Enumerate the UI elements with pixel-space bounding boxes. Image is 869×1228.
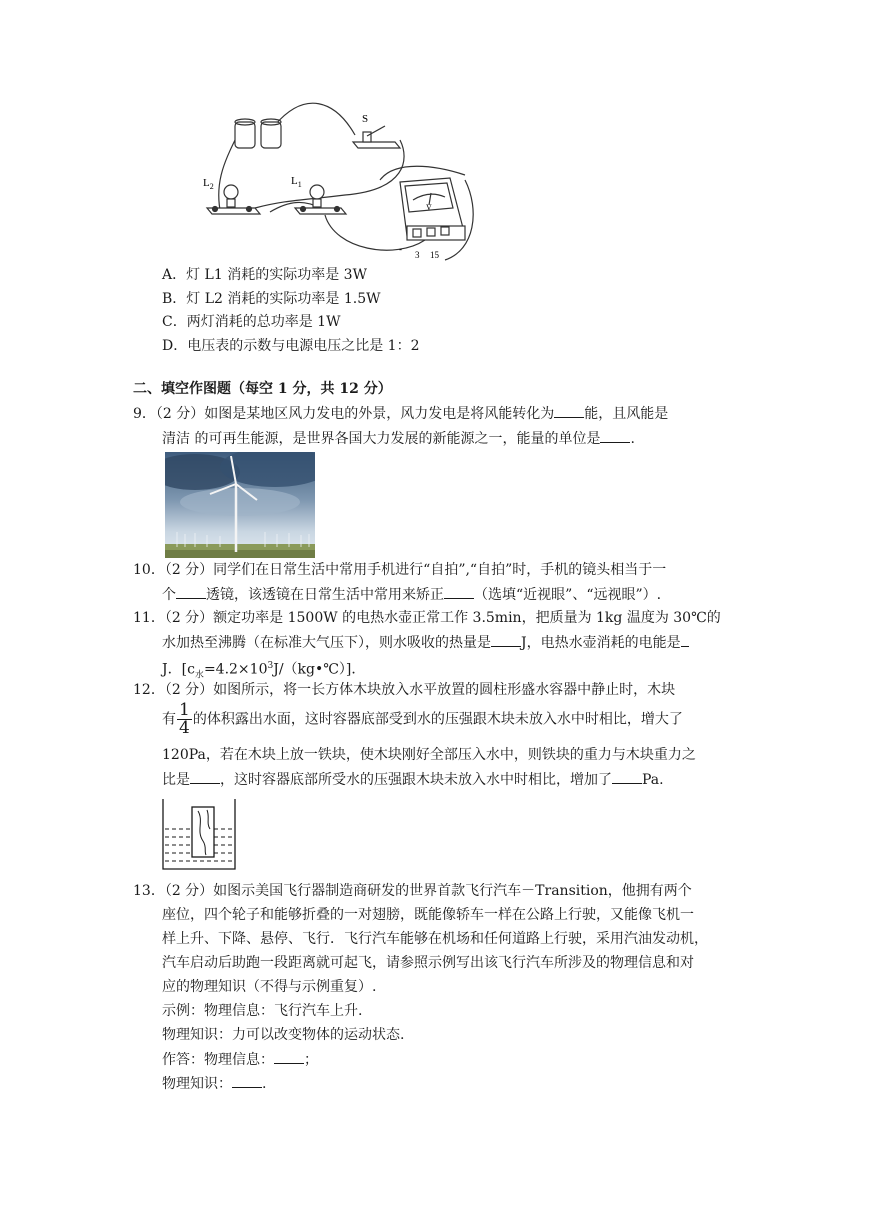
q11-line3: J．$[c_水=4.2\times 10^3J/(kg•℃)]$． [162, 661, 366, 681]
q13-answer-knowledge: 物理知识： . [162, 1073, 266, 1094]
q12-line4: 比是 ，这时容器底部所受水的压强跟木块未放入水中时相比，增加了 Pa. [162, 769, 664, 790]
q13-line1: 13．（2 分）如图示美国飞行器制造商研发的世界首款飞行汽车－Transition，他拥有两个 [133, 883, 692, 899]
circuit-figure [195, 100, 485, 265]
wind-turbine-photo [165, 452, 315, 558]
switch-label: S [362, 113, 369, 125]
section-title: 二、填空作图题（每空 1 分，共 12 分） [133, 381, 392, 397]
lamp-l1-label: $L_1$ [291, 175, 302, 189]
voltmeter-label: V [426, 203, 432, 212]
q11-line1: 11．（2 分）额定功率是 1500W 的电热水壶正常工作 3.5min，把质量为 1kg 温度为 30℃的 [133, 610, 721, 626]
terminal-minus: - [399, 244, 402, 254]
terminal-15: 15 [430, 250, 439, 260]
q13-line2: 座位，四个轮子和能够折叠的一对翅膀，既能像轿车一样在公路上行驶，又能像飞机一 [162, 907, 694, 923]
q9-line2: 清洁 的可再生能源，是世界各国大力发展的新能源之一，能量的单位是 . [162, 428, 635, 449]
water-container-figure [160, 797, 238, 871]
q13-example-knowledge: 物理知识：力可以改变物体的运动状态. [162, 1027, 405, 1043]
q10-line2: 个 透镜，该透镜在日常生活中常用来矫正 （选填“近视眼”、“远视眼”）. [162, 584, 661, 605]
fraction-one-quarter: $\frac{1}{4}$ [179, 700, 190, 738]
q13-example-info: 示例：物理信息：飞行汽车上升. [162, 1003, 363, 1019]
q11-line2: 水加热至沸腾（在标准大气压下），则水吸收的热量是 J，电热水壶消耗的电能是 [162, 632, 689, 653]
q10-line1: 10．（2 分）同学们在日常生活中常用手机进行“自拍”,“自拍”时，手机的镜头相当于一 [133, 562, 667, 578]
option-d: D．电压表的示数与电源电压之比是 1：2 [162, 338, 420, 354]
q9-line1: 9．（2 分）如图是某地区风力发电的外景，风力发电是将风能转化为 能，且风能是 [133, 403, 668, 424]
q13-line3: 样上升、下降、悬停、飞行．飞行汽车能够在机场和任何道路上行驶，采用汽油发动机， [162, 931, 708, 947]
q13-line5: 应的物理知识（不得与示例重复）. [162, 979, 377, 995]
q13-answer-info: 作答：物理信息： ； [162, 1049, 318, 1070]
option-c: C．两灯消耗的总功率是 1W [162, 314, 341, 330]
terminal-3: 3 [415, 250, 420, 260]
q12-line3: 120Pa，若在木块上放一铁块，使木块刚好全部压入水中，则铁块的重力与木块重力之 [162, 747, 696, 763]
option-b: B．灯 L2 消耗的实际功率是 1.5W [162, 291, 381, 307]
lamp-l2-label: $L_2$ [203, 177, 214, 191]
q12-line2: 有 $\frac{1}{4}$ 的体积露出水面，这时容器底部受到水的压强跟木块未放入水中时相比，增大了 [162, 700, 683, 738]
option-a: A．灯 L1 消耗的实际功率是 3W [162, 267, 367, 283]
q12-line1: 12．（2 分）如图所示，将一长方体木块放入水平放置的圆柱形盛水容器中静止时，木块 [133, 682, 676, 698]
q13-line4: 汽车启动后助跑一段距离就可起飞，请参照示例写出该飞行汽车所涉及的物理信息和对 [162, 955, 694, 971]
